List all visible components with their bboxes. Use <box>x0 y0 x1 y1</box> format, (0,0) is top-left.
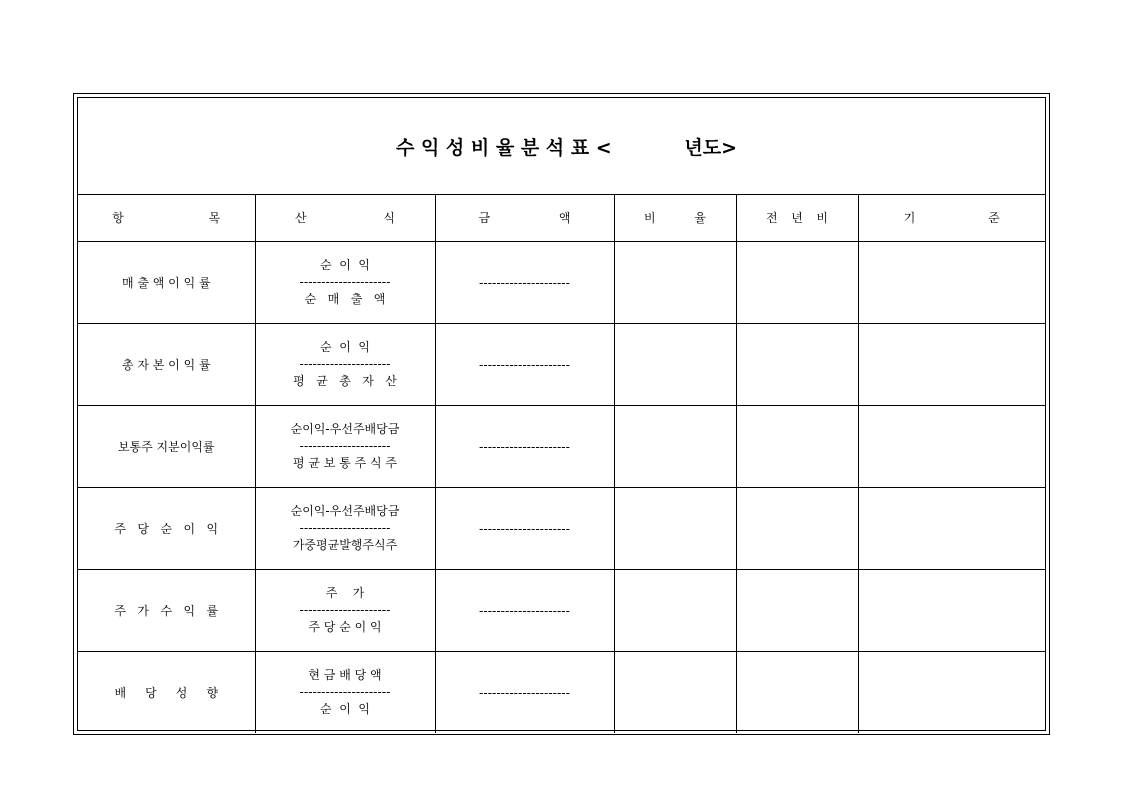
formula <box>256 503 435 554</box>
fraction-line: --------------------- <box>299 603 391 617</box>
fraction-line: --------------------- <box>299 521 391 535</box>
header-item-char: 목 <box>208 211 221 225</box>
table-row <box>78 324 1045 406</box>
amount-fraction-line: --------------------- <box>479 521 570 536</box>
item-cell <box>78 324 255 406</box>
table-row <box>78 406 1045 488</box>
header-standard <box>858 194 1045 242</box>
ratio-cell[interactable] <box>614 570 736 652</box>
amount-cell[interactable] <box>435 242 614 324</box>
fraction-line: --------------------- <box>299 357 391 371</box>
formula-cell <box>255 652 435 734</box>
formula-denominator: 평 균 총 자 산 <box>293 374 397 388</box>
header-standard-char: 기 <box>903 211 916 225</box>
page-title: 수 익 성 비 율 분 석 표 < 년도> <box>395 136 738 159</box>
header-item <box>78 194 255 242</box>
prev-year-cell[interactable] <box>736 242 858 324</box>
formula-cell <box>255 406 435 488</box>
amount-cell[interactable] <box>435 652 614 734</box>
item-cell <box>78 488 255 570</box>
header-amount-char: 액 <box>558 211 571 225</box>
amount-cell[interactable] <box>435 570 614 652</box>
standard-cell[interactable] <box>858 570 1045 652</box>
formula <box>256 257 435 308</box>
item-label: 배 당 성 향 <box>114 686 219 700</box>
prev-year-cell[interactable] <box>736 406 858 488</box>
formula-cell <box>255 488 435 570</box>
header-prev-year-char: 비 <box>816 211 828 225</box>
item-cell <box>78 570 255 652</box>
header-row <box>78 194 1045 242</box>
formula-numerator: 순이익-우선주배당금 <box>290 422 400 436</box>
header-prev-year-char: 전 <box>766 211 778 225</box>
item-cell <box>78 242 255 324</box>
ratio-cell[interactable] <box>614 406 736 488</box>
item-label: 보통주 지분이익률 <box>117 440 215 454</box>
fraction-line: --------------------- <box>299 439 391 453</box>
title-row <box>78 98 1045 195</box>
amount-cell[interactable] <box>435 488 614 570</box>
header-formula-char: 식 <box>383 211 395 225</box>
formula <box>256 421 435 472</box>
amount-cell[interactable] <box>435 406 614 488</box>
table-row <box>78 242 1045 324</box>
prev-year-cell[interactable] <box>736 570 858 652</box>
table-row <box>78 570 1045 652</box>
report-form <box>77 97 1046 731</box>
item-cell <box>78 406 255 488</box>
table-row <box>78 652 1045 734</box>
ratio-cell[interactable] <box>614 242 736 324</box>
prev-year-cell[interactable] <box>736 324 858 406</box>
item-label: 주 가 수 익 률 <box>114 604 219 618</box>
formula-numerator: 순이익-우선주배당금 <box>290 504 400 518</box>
header-prev-year-char: 년 <box>791 211 803 225</box>
formula-cell <box>255 570 435 652</box>
standard-cell[interactable] <box>858 488 1045 570</box>
prev-year-cell[interactable] <box>736 652 858 734</box>
header-amount-char: 금 <box>478 211 491 225</box>
header-standard-char: 준 <box>988 211 1000 225</box>
amount-fraction-line: --------------------- <box>479 603 570 618</box>
formula-numerator: 순 이 익 <box>319 340 371 354</box>
formula-denominator: 가중평균발행주식주 <box>292 538 398 552</box>
item-label: 주 당 순 이 익 <box>114 522 219 536</box>
header-ratio-char: 비 <box>644 211 656 225</box>
formula-denominator: 주 당 순 이 익 <box>308 620 382 634</box>
header-formula <box>255 194 435 242</box>
fraction-line: --------------------- <box>299 275 391 289</box>
ratio-cell[interactable] <box>614 652 736 734</box>
amount-fraction-line: --------------------- <box>479 685 570 700</box>
ratio-cell[interactable] <box>614 488 736 570</box>
table-row <box>78 488 1045 570</box>
amount-fraction-line: --------------------- <box>479 357 570 372</box>
standard-cell[interactable] <box>858 652 1045 734</box>
header-item-char: 항 <box>112 211 124 225</box>
formula <box>256 667 435 718</box>
formula-denominator: 순 매 출 액 <box>304 292 386 306</box>
standard-cell[interactable] <box>858 242 1045 324</box>
amount-fraction-line: --------------------- <box>479 275 570 290</box>
item-label: 총 자 본 이 익 률 <box>121 358 211 372</box>
header-formula-char: 산 <box>295 211 307 225</box>
amount-cell[interactable] <box>435 324 614 406</box>
amount-fraction-line: --------------------- <box>479 439 570 454</box>
fraction-line: --------------------- <box>299 685 391 699</box>
formula-denominator: 평 균 보 통 주 식 주 <box>292 456 398 470</box>
formula-numerator: 현 금 배 당 액 <box>308 668 382 682</box>
ratio-table <box>78 194 1045 733</box>
standard-cell[interactable] <box>858 324 1045 406</box>
formula-numerator: 주 가 <box>325 586 365 600</box>
prev-year-cell[interactable] <box>736 488 858 570</box>
formula-numerator: 순 이 익 <box>319 258 371 272</box>
item-label: 매 출 액 이 익 률 <box>121 276 211 290</box>
standard-cell[interactable] <box>858 406 1045 488</box>
formula-cell <box>255 324 435 406</box>
item-cell <box>78 652 255 734</box>
formula <box>256 585 435 636</box>
ratio-cell[interactable] <box>614 324 736 406</box>
formula <box>256 339 435 390</box>
header-ratio <box>614 194 736 242</box>
header-prev-year <box>736 194 858 242</box>
formula-cell <box>255 242 435 324</box>
formula-denominator: 순 이 익 <box>319 702 371 716</box>
header-ratio-char: 율 <box>694 211 706 225</box>
header-amount <box>435 194 614 242</box>
